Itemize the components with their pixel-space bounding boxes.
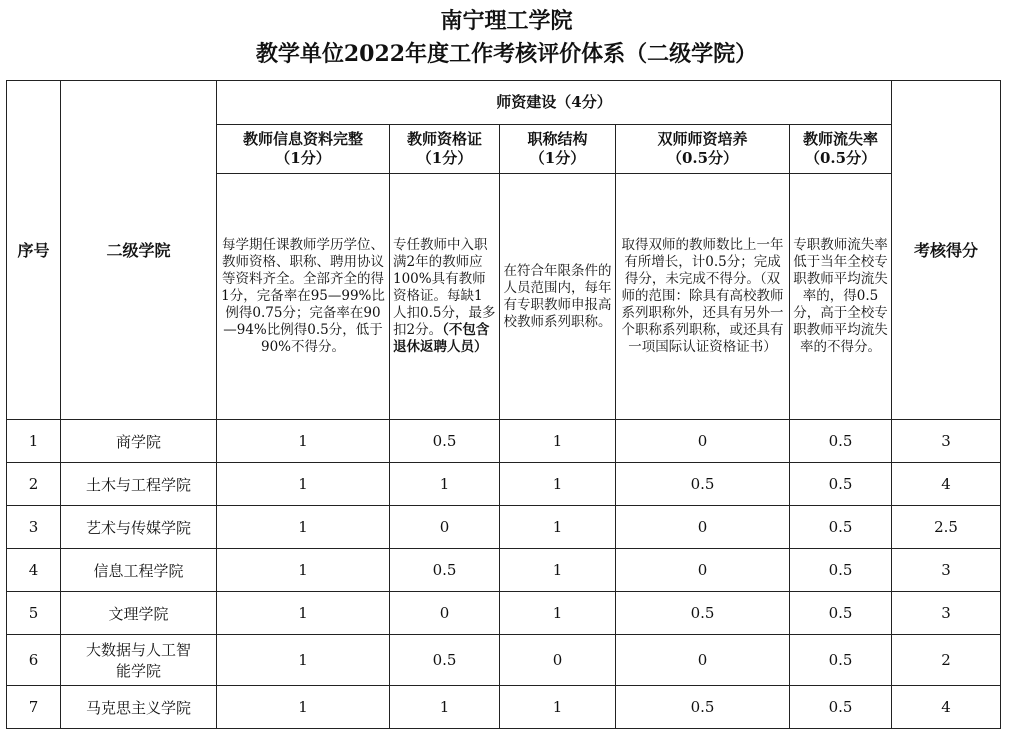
header-cert [390, 125, 500, 174]
criteria-cert-text: 专任教师中入职满2年的教师应100%具有教师资格证。每缺1人扣0.5分，最多扣2分。 [393, 237, 496, 338]
cell-college: 商学院 [61, 420, 217, 463]
header-group: 师资建设（4分） [217, 81, 892, 125]
cell-index: 3 [7, 506, 61, 549]
header-title [500, 125, 616, 174]
header-index: 序号 [7, 81, 61, 420]
cell-dual: 0 [616, 549, 790, 592]
cell-title: 1 [500, 463, 616, 506]
cell-title: 1 [500, 686, 616, 729]
cell-score: 3 [892, 420, 1001, 463]
cell-dual: 0 [616, 420, 790, 463]
cell-index: 2 [7, 463, 61, 506]
cell-score: 3 [892, 592, 1001, 635]
table-row [7, 635, 1001, 686]
cell-cert: 0.5 [390, 420, 500, 463]
cell-index: 7 [7, 686, 61, 729]
table-row [7, 506, 1001, 549]
cell-score: 3 [892, 549, 1001, 592]
document-title [0, 0, 1013, 80]
cell-cert: 0 [390, 506, 500, 549]
criteria-turnover: 专职教师流失率低于当年全校专职教师平均流失率的，得0.5分，高于全校专职教师平均流失率的不得分。 [790, 174, 892, 420]
cell-turnover: 0.5 [790, 506, 892, 549]
header-turnover [790, 125, 892, 174]
cell-college: 文理学院 [61, 592, 217, 635]
cell-info: 1 [217, 506, 390, 549]
criteria-cert [390, 174, 500, 420]
cell-title: 1 [500, 506, 616, 549]
header-dual-name: 双师师资培养 [657, 130, 748, 148]
cell-index: 6 [7, 635, 61, 686]
cell-dual: 0.5 [616, 686, 790, 729]
cell-info: 1 [217, 592, 390, 635]
header-cert-points: （1分） [416, 149, 473, 167]
cell-title: 1 [500, 549, 616, 592]
cell-score: 4 [892, 686, 1001, 729]
cell-title: 0 [500, 635, 616, 686]
table-row [7, 592, 1001, 635]
header-cert-name: 教师资格证 [406, 130, 482, 148]
cell-score: 4 [892, 463, 1001, 506]
cell-cert: 1 [390, 463, 500, 506]
school-name: 南宁理工学院 [440, 8, 573, 34]
criteria-dual: 取得双师的教师数比上一年有所增长，计0.5分；完成得分，未完成不得分。（双师的范围：除具有高校教师系列职称外，还具有另外一个职称系列职称，或还具有一项国际认证资格证书） [616, 174, 790, 420]
cell-dual: 0 [616, 635, 790, 686]
cell-info: 1 [217, 686, 390, 729]
cell-info: 1 [217, 420, 390, 463]
header-title-points: （1分） [529, 149, 586, 167]
header-score: 考核得分 [892, 81, 1001, 420]
cell-info: 1 [217, 463, 390, 506]
table-row [7, 686, 1001, 729]
cell-turnover: 0.5 [790, 635, 892, 686]
cell-index: 4 [7, 549, 61, 592]
header-turnover-points: （0.5分） [804, 149, 877, 167]
cell-turnover: 0.5 [790, 592, 892, 635]
cell-college: 土木与工程学院 [61, 463, 217, 506]
table-row [7, 420, 1001, 463]
header-title-name: 职称结构 [527, 130, 588, 148]
criteria-info: 每学期任课教师学历学位、教师资格、职称、聘用协议等资料齐全。全部齐全的得1分，完备率在95—99%比例得0.75分；完备率在90—94%比例得0.5分，低于90%不得分。 [217, 174, 390, 420]
header-info [217, 125, 390, 174]
table-row [7, 549, 1001, 592]
cell-index: 5 [7, 592, 61, 635]
criteria-cert-note: （不包含退休返聘人员） [393, 322, 490, 355]
cell-title: 1 [500, 420, 616, 463]
header-info-points: （1分） [275, 149, 331, 167]
cell-college: 大数据与人工智能学院 [61, 635, 217, 686]
cell-score: 2.5 [892, 506, 1001, 549]
header-college: 二级学院 [61, 81, 217, 420]
cell-turnover: 0.5 [790, 463, 892, 506]
header-dual-points: （0.5分） [666, 149, 739, 167]
cell-dual: 0 [616, 506, 790, 549]
header-dual [616, 125, 790, 174]
cell-title: 1 [500, 592, 616, 635]
cell-college: 信息工程学院 [61, 549, 217, 592]
evaluation-table [6, 80, 1001, 729]
cell-cert: 0.5 [390, 549, 500, 592]
cell-turnover: 0.5 [790, 686, 892, 729]
cell-score: 2 [892, 635, 1001, 686]
cell-dual: 0.5 [616, 592, 790, 635]
cell-turnover: 0.5 [790, 420, 892, 463]
cell-college: 马克思主义学院 [61, 686, 217, 729]
header-info-name: 教师信息资料完整 [242, 130, 363, 148]
cell-turnover: 0.5 [790, 549, 892, 592]
cell-index: 1 [7, 420, 61, 463]
table-row [7, 463, 1001, 506]
criteria-title: 在符合年限条件的人员范围内，每年有专职教师申报高校教师系列职称。 [500, 174, 616, 420]
cell-info: 1 [217, 549, 390, 592]
header-turnover-name: 教师流失率 [803, 130, 879, 148]
cell-info: 1 [217, 635, 390, 686]
cell-dual: 0.5 [616, 463, 790, 506]
cell-cert: 0 [390, 592, 500, 635]
cell-cert: 0.5 [390, 635, 500, 686]
cell-cert: 1 [390, 686, 500, 729]
cell-college: 艺术与传媒学院 [61, 506, 217, 549]
table-title: 教学单位2022年度工作考核评价体系（二级学院） [255, 41, 758, 67]
